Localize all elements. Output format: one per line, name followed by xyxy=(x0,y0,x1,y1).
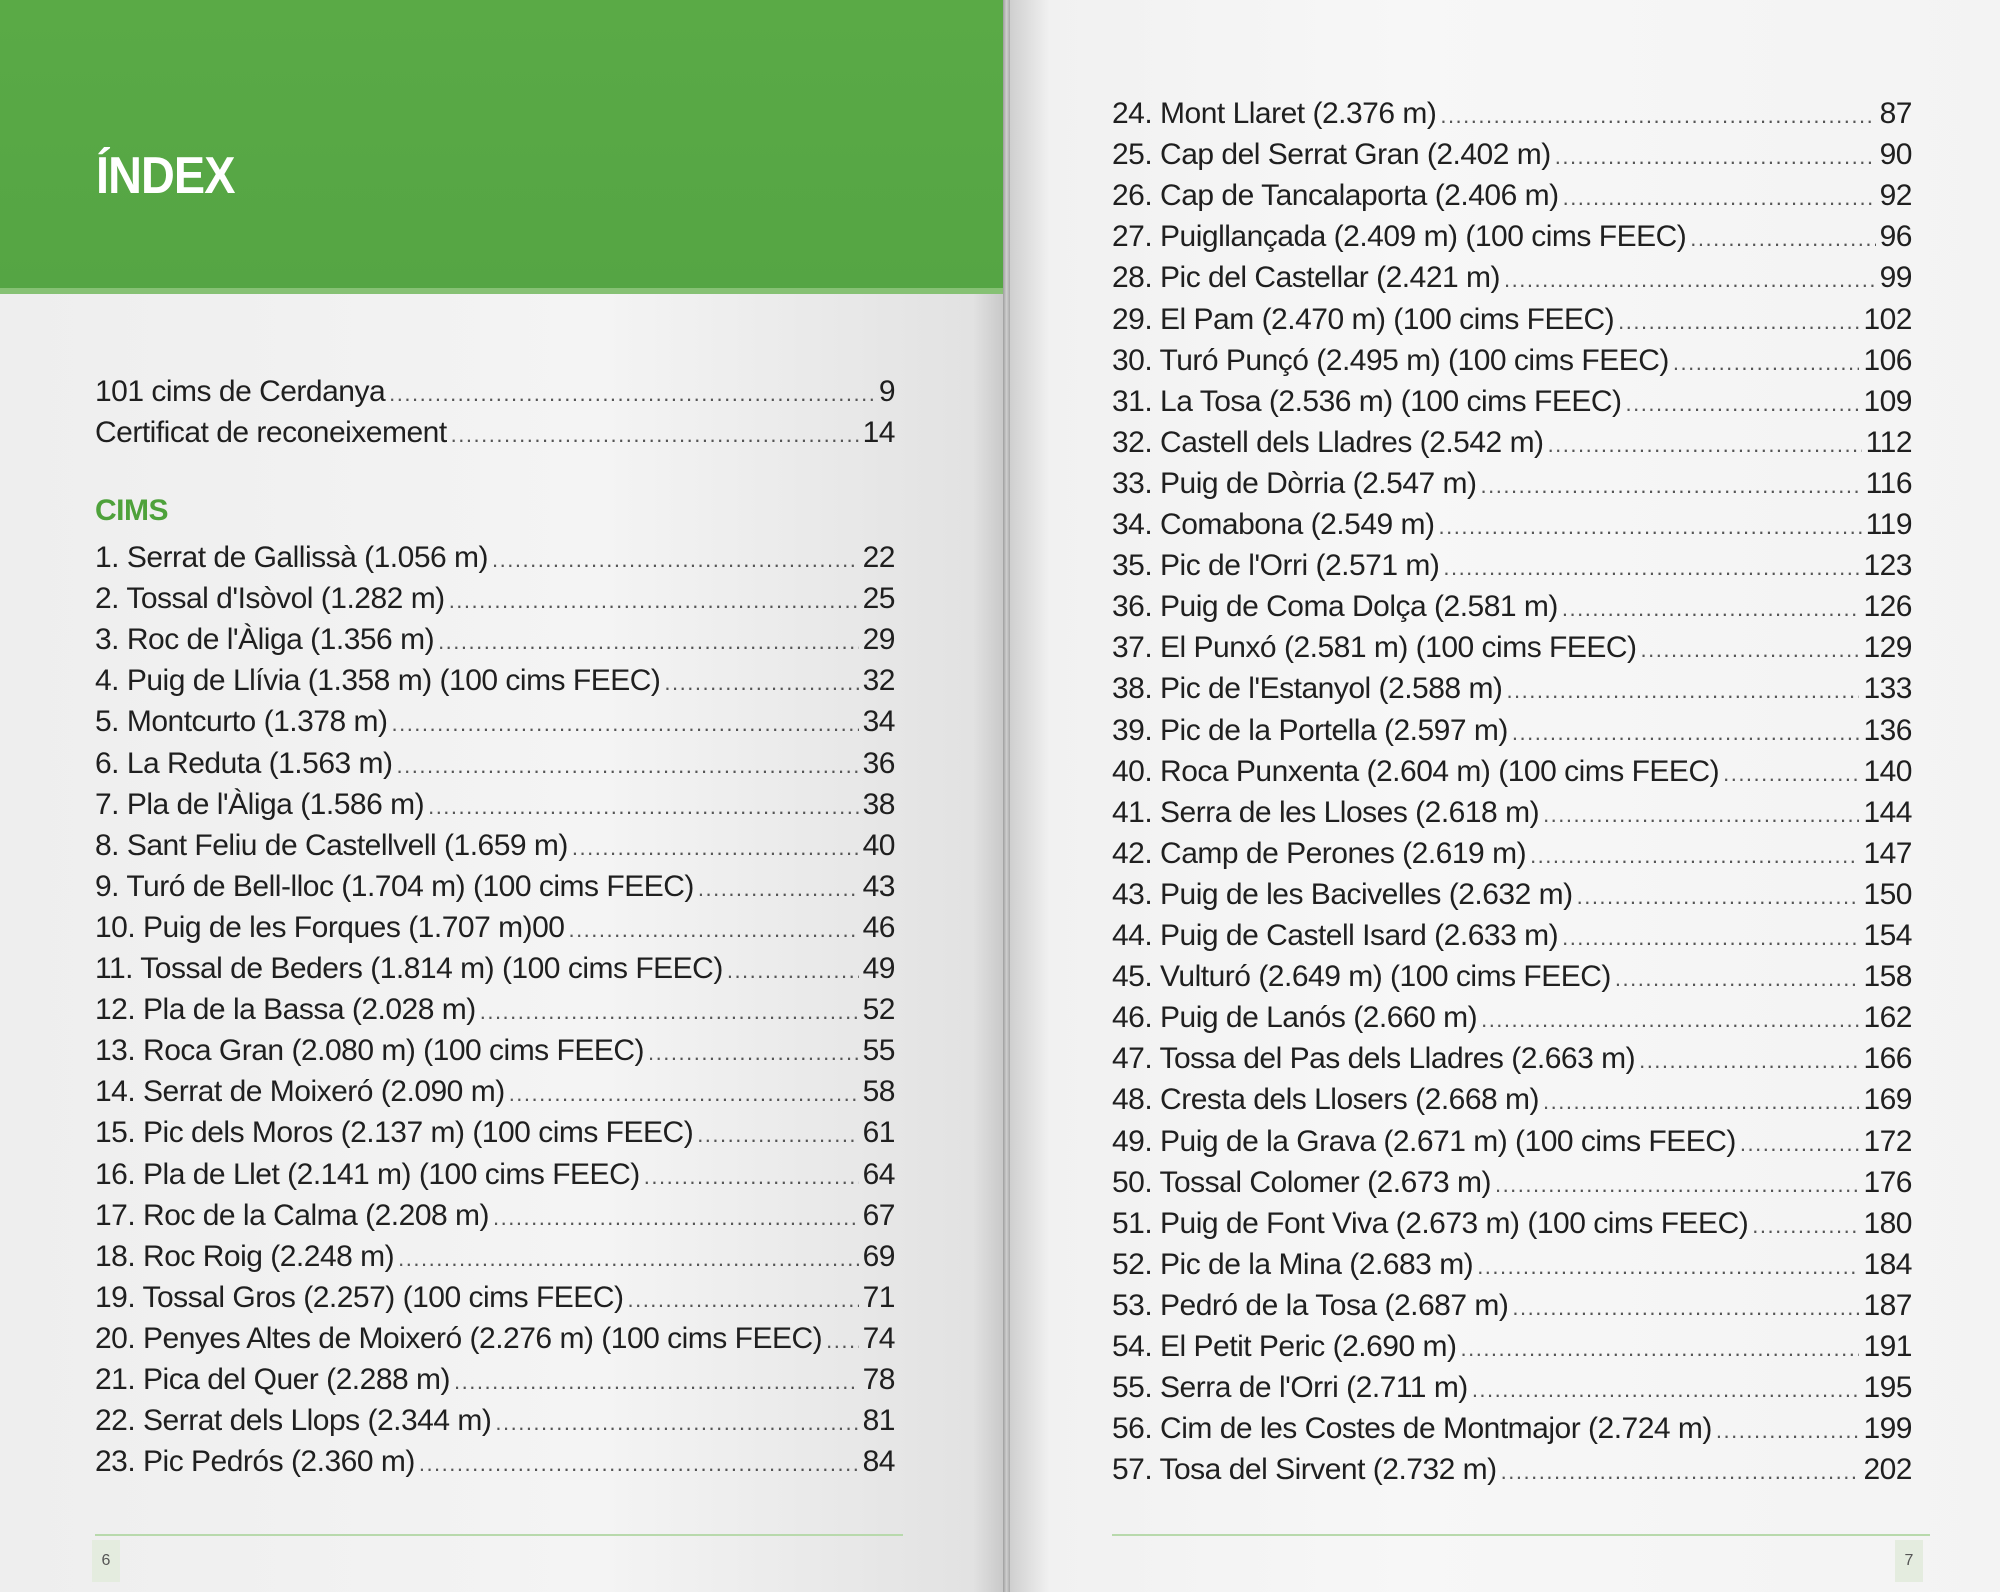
entry-page: 176 xyxy=(1863,1165,1912,1199)
entry-page: 29 xyxy=(862,623,895,657)
page-number: 7 xyxy=(1895,1540,1923,1582)
dot-leader xyxy=(1506,670,1859,711)
entry-page: 154 xyxy=(1863,919,1912,952)
entry-page: 199 xyxy=(1863,1412,1912,1446)
dot-leader xyxy=(1477,1246,1859,1287)
toc-entry[interactable] xyxy=(1112,1449,1912,1490)
entry-label: 52. Pic de la Mina (2.683 m) xyxy=(1112,1247,1474,1281)
toc-entry[interactable] xyxy=(1112,422,1912,463)
entry-label: 12. Pla de la Bassa (2.028 m) xyxy=(95,993,476,1027)
entry-page: 74 xyxy=(862,1321,895,1355)
entry-page: 58 xyxy=(862,1075,895,1109)
entry-page: 38 xyxy=(862,787,895,821)
toc-entry[interactable] xyxy=(1112,792,1912,833)
toc-entry[interactable] xyxy=(95,1195,895,1236)
toc-entry[interactable] xyxy=(1112,216,1912,257)
entry-page: 191 xyxy=(1863,1330,1912,1363)
entry-label: 39. Pic de la Portella (2.597 m) xyxy=(1112,713,1508,747)
toc-entry[interactable] xyxy=(95,1441,895,1482)
dot-leader xyxy=(697,1114,858,1155)
dot-leader xyxy=(451,414,859,455)
entry-label: 3. Roc de l'Àliga (1.356 m) xyxy=(95,623,435,657)
entry-label: 45. Vulturó (2.649 m) (100 cims FEEC) xyxy=(1112,960,1611,994)
entry-page: 92 xyxy=(1879,179,1912,213)
toc-entry[interactable] xyxy=(95,660,895,701)
dot-leader xyxy=(1563,177,1876,218)
entry-page: 43 xyxy=(862,869,895,903)
entry-page: 136 xyxy=(1863,713,1912,747)
dot-leader xyxy=(1481,465,1862,506)
entry-label: 56. Cim de les Costes de Montmajor (2.724 m) xyxy=(1112,1412,1712,1446)
toc-entry[interactable] xyxy=(1112,710,1912,751)
dot-leader xyxy=(1562,588,1860,629)
entry-page: 99 xyxy=(1879,261,1912,295)
dot-leader xyxy=(454,1361,859,1402)
entry-label: 33. Puig de Dòrria (2.547 m) xyxy=(1112,466,1477,500)
header-band xyxy=(0,0,1003,294)
toc-entry[interactable] xyxy=(95,1359,895,1400)
toc-entry[interactable] xyxy=(1112,1244,1912,1285)
page-number: 6 xyxy=(92,1540,120,1582)
dot-leader xyxy=(1548,424,1862,465)
entry-page: 202 xyxy=(1863,1453,1912,1487)
dot-leader xyxy=(1577,876,1860,917)
toc-entry[interactable] xyxy=(1112,874,1912,915)
dot-leader xyxy=(492,539,859,580)
dot-leader xyxy=(1723,753,1859,794)
entry-page: 109 xyxy=(1863,384,1912,418)
entry-label: 15. Pic dels Moros (2.137 m) (100 cims FEEC) xyxy=(95,1116,694,1150)
toc-entry[interactable] xyxy=(1112,1408,1912,1449)
dot-leader xyxy=(1543,1081,1859,1122)
entry-label: 17. Roc de la Calma (2.208 m) xyxy=(95,1198,490,1232)
entry-page: 187 xyxy=(1863,1288,1912,1322)
toc-entry[interactable] xyxy=(1112,751,1912,792)
entry-label: 27. Puigllançada (2.409 m) (100 cims FEEC) xyxy=(1112,220,1687,254)
entry-label: 7. Pla de l'Àliga (1.586 m) xyxy=(95,787,425,821)
toc-entry[interactable] xyxy=(1112,257,1912,298)
entry-page: 140 xyxy=(1863,754,1912,788)
entry-label: 13. Roca Gran (2.080 m) (100 cims FEEC) xyxy=(95,1034,645,1068)
toc-entry[interactable] xyxy=(95,1154,895,1195)
toc-entry[interactable] xyxy=(95,1277,895,1318)
toc-entry[interactable] xyxy=(95,1318,895,1359)
entry-page: 147 xyxy=(1863,836,1912,870)
entry-label: 23. Pic Pedrós (2.360 m) xyxy=(95,1445,415,1479)
entry-label: 50. Tossal Colomer (2.673 m) xyxy=(1112,1165,1491,1199)
toc-entry[interactable] xyxy=(1112,915,1912,956)
dot-leader xyxy=(1460,1328,1859,1369)
entry-label: 37. El Punxó (2.581 m) (100 cims FEEC) xyxy=(1112,631,1637,665)
entry-page: 36 xyxy=(862,746,895,780)
entry-page: 144 xyxy=(1863,795,1912,829)
dot-leader xyxy=(428,786,859,827)
toc-entry[interactable] xyxy=(95,1112,895,1153)
entry-page: 90 xyxy=(1879,138,1912,172)
dot-leader xyxy=(1530,835,1859,876)
entry-page: 14 xyxy=(862,416,895,449)
toc-entry[interactable] xyxy=(1112,1326,1912,1367)
entry-page: 84 xyxy=(862,1445,895,1479)
entry-label: 10. Puig de les Forques (1.707 m)00 xyxy=(95,910,565,944)
entry-label: 40. Roca Punxenta (2.604 m) (100 cims FEEC) xyxy=(1112,754,1720,788)
toc-entry[interactable] xyxy=(1112,93,1912,134)
toc-entry[interactable] xyxy=(1112,1038,1912,1079)
toc-entry[interactable] xyxy=(1112,134,1912,175)
toc-entry[interactable] xyxy=(95,701,895,742)
toc-entry[interactable] xyxy=(1112,381,1912,422)
entry-label: 31. La Tosa (2.536 m) (100 cims FEEC) xyxy=(1112,384,1622,418)
book-gutter xyxy=(1003,0,1010,1592)
dot-leader xyxy=(572,827,859,868)
entry-page: 102 xyxy=(1863,302,1912,336)
dot-leader xyxy=(627,1279,858,1320)
toc-entry[interactable] xyxy=(1112,586,1912,627)
entry-page: 61 xyxy=(862,1116,895,1150)
entry-page: 40 xyxy=(862,828,895,862)
entry-page: 64 xyxy=(862,1157,895,1191)
entry-label: 9. Turó de Bell-lloc (1.704 m) (100 cims FEEC) xyxy=(95,869,694,903)
dot-leader xyxy=(509,1073,859,1114)
footer-rule xyxy=(95,1534,903,1536)
entry-label: 41. Serra de les Lloses (2.618 m) xyxy=(1112,795,1540,829)
toc-entry[interactable] xyxy=(95,1236,895,1277)
dot-leader xyxy=(664,662,858,703)
toc-entry[interactable] xyxy=(1112,299,1912,340)
dot-leader xyxy=(1626,383,1860,424)
entry-page: 69 xyxy=(862,1239,895,1273)
dot-leader xyxy=(419,1443,859,1484)
dot-leader xyxy=(1512,1287,1859,1328)
entry-label: 19. Tossal Gros (2.257) (100 cims FEEC) xyxy=(95,1280,624,1314)
toc-entry[interactable] xyxy=(1112,1367,1912,1408)
entry-label: 20. Penyes Altes de Moixeró (2.276 m) (100 cims FEEC) xyxy=(95,1321,823,1355)
entry-label: 5. Montcurto (1.378 m) xyxy=(95,705,388,739)
dot-leader xyxy=(644,1156,859,1197)
dot-leader xyxy=(568,909,858,950)
index-title: ÍNDEX xyxy=(96,147,235,205)
toc-entry[interactable] xyxy=(1112,463,1912,504)
dot-leader xyxy=(1543,794,1859,835)
dot-leader xyxy=(480,991,859,1032)
entry-page: 180 xyxy=(1863,1206,1912,1240)
entry-label: 36. Puig de Coma Dolça (2.581 m) xyxy=(1112,590,1558,624)
entry-label: 22. Serrat dels Llops (2.344 m) xyxy=(95,1404,492,1438)
toc-entry[interactable] xyxy=(95,619,895,660)
dot-leader xyxy=(1555,136,1876,177)
entry-label: 18. Roc Roig (2.248 m) xyxy=(95,1239,395,1273)
toc-entry[interactable] xyxy=(95,825,895,866)
toc-entry[interactable] xyxy=(1112,997,1912,1038)
entry-label: 6. La Reduta (1.563 m) xyxy=(95,746,393,780)
toc-entry[interactable] xyxy=(1112,1203,1912,1244)
entry-page: 158 xyxy=(1863,960,1912,994)
entry-page: 55 xyxy=(862,1034,895,1068)
entry-page: 184 xyxy=(1863,1247,1912,1281)
dot-leader xyxy=(1615,958,1860,999)
dot-leader xyxy=(1562,917,1859,958)
entry-page: 32 xyxy=(862,664,895,698)
toc-entry[interactable] xyxy=(1112,1162,1912,1203)
entry-page: 123 xyxy=(1863,549,1912,583)
dot-leader xyxy=(1501,1451,1860,1492)
entry-label: 46. Puig de Lanós (2.660 m) xyxy=(1112,1001,1478,1035)
dot-leader xyxy=(438,621,859,662)
dot-leader xyxy=(1740,1123,1860,1164)
entry-page: 169 xyxy=(1863,1083,1912,1117)
entry-page: 106 xyxy=(1863,343,1912,377)
entry-label: 26. Cap de Tancalaporta (2.406 m) xyxy=(1112,179,1559,213)
entry-page: 133 xyxy=(1863,672,1912,706)
toc-entry[interactable] xyxy=(1112,175,1912,216)
entry-label: 38. Pic de l'Estanyol (2.588 m) xyxy=(1112,672,1503,706)
entry-label: 2. Tossal d'Isòvol (1.282 m) xyxy=(95,582,445,616)
entry-label: 43. Puig de les Bacivelles (2.632 m) xyxy=(1112,877,1573,911)
entry-label: 16. Pla de Llet (2.141 m) (100 cims FEEC) xyxy=(95,1157,640,1191)
entry-page: 162 xyxy=(1863,1001,1912,1035)
entry-label: 55. Serra de l'Orri (2.711 m) xyxy=(1112,1371,1468,1405)
dot-leader xyxy=(1512,712,1860,753)
entry-page: 9 xyxy=(878,375,895,408)
toc-entry[interactable] xyxy=(95,578,895,619)
entry-label: 51. Puig de Font Viva (2.673 m) (100 cims FEEC) xyxy=(1112,1206,1749,1240)
entry-page: 25 xyxy=(862,582,895,616)
entry-page: 129 xyxy=(1863,631,1912,665)
toc-entry[interactable] xyxy=(1112,627,1912,668)
entry-label: 34. Comabona (2.549 m) xyxy=(1112,508,1435,541)
entry-label: 47. Tossa del Pas dels Lladres (2.663 m) xyxy=(1112,1042,1636,1076)
toc-entry[interactable] xyxy=(95,537,895,578)
toc-entry[interactable] xyxy=(95,1030,895,1071)
toc-entry[interactable] xyxy=(1112,1079,1912,1120)
toc-entry[interactable] xyxy=(95,1071,895,1112)
entry-label: 14. Serrat de Moixeró (2.090 m) xyxy=(95,1075,505,1109)
entry-page: 126 xyxy=(1863,590,1912,624)
entry-page: 172 xyxy=(1863,1124,1912,1158)
entry-label: 24. Mont Llaret (2.376 m) xyxy=(1112,97,1437,130)
dot-leader xyxy=(397,745,859,786)
entry-label: 29. El Pam (2.470 m) (100 cims FEEC) xyxy=(1112,302,1615,336)
toc-entry-intro-2[interactable] xyxy=(95,412,895,453)
entry-label: 44. Puig de Castell Isard (2.633 m) xyxy=(1112,919,1559,952)
dot-leader xyxy=(1443,547,1859,588)
entry-label: 8. Sant Feliu de Castellvell (1.659 m) xyxy=(95,828,568,862)
entry-label: 21. Pica del Quer (2.288 m) xyxy=(95,1363,451,1396)
entry-label: 25. Cap del Serrat Gran (2.402 m) xyxy=(1112,138,1551,172)
entry-page: 49 xyxy=(862,952,895,985)
dot-leader xyxy=(493,1197,859,1238)
entry-page: 87 xyxy=(1879,97,1912,130)
toc-entry[interactable] xyxy=(1112,1285,1912,1326)
entry-page: 195 xyxy=(1863,1371,1912,1405)
section-heading-cims: CIMS xyxy=(95,494,168,527)
toc-entry[interactable] xyxy=(1112,504,1912,545)
entry-label: 35. Pic de l'Orri (2.571 m) xyxy=(1112,549,1440,583)
dot-leader xyxy=(495,1402,858,1443)
entry-label: 1. Serrat de Gallissà (1.056 m) xyxy=(95,541,489,574)
dot-leader xyxy=(389,373,875,414)
entry-page: 52 xyxy=(862,993,895,1027)
dot-leader xyxy=(1752,1205,1859,1246)
toc-entry[interactable] xyxy=(1112,956,1912,997)
entry-page: 81 xyxy=(862,1404,895,1438)
entry-label: 30. Turó Punçó (2.495 m) (100 cims FEEC) xyxy=(1112,343,1669,377)
toc-entry[interactable] xyxy=(1112,833,1912,874)
dot-leader xyxy=(1481,999,1859,1040)
entry-page: 96 xyxy=(1879,220,1912,254)
dot-leader xyxy=(1472,1369,1860,1410)
entry-page: 166 xyxy=(1863,1042,1912,1076)
dot-leader xyxy=(1504,259,1876,300)
entry-label: 53. Pedró de la Tosa (2.687 m) xyxy=(1112,1288,1509,1322)
dot-leader xyxy=(727,950,859,991)
toc-entry[interactable] xyxy=(95,1400,895,1441)
dot-leader xyxy=(1639,1040,1859,1081)
toc-entry-intro-1[interactable] xyxy=(95,371,895,412)
dot-leader xyxy=(698,868,859,909)
toc-entry[interactable] xyxy=(1112,340,1912,381)
dot-leader xyxy=(1439,506,1862,547)
entry-label: Certificat de reconeixement xyxy=(95,416,447,449)
dot-leader xyxy=(1641,629,1860,670)
toc-entry[interactable] xyxy=(95,989,895,1030)
dot-leader xyxy=(1716,1410,1860,1451)
dot-leader xyxy=(1495,1164,1859,1205)
entry-label: 57. Tosa del Sirvent (2.732 m) xyxy=(1112,1453,1497,1487)
dot-leader xyxy=(1618,301,1859,342)
dot-leader xyxy=(648,1032,859,1073)
entry-page: 22 xyxy=(862,541,895,574)
entry-label: 11. Tossal de Beders (1.814 m) (100 cims FEEC) xyxy=(95,952,723,985)
entry-page: 34 xyxy=(862,705,895,739)
dot-leader xyxy=(1440,95,1875,136)
entry-label: 48. Cresta dels Llosers (2.668 m) xyxy=(1112,1083,1540,1117)
entry-page: 119 xyxy=(1865,508,1912,541)
toc-entry[interactable] xyxy=(95,948,895,989)
dot-leader xyxy=(391,703,858,744)
toc-entry[interactable] xyxy=(1112,545,1912,586)
entry-label: 54. El Petit Peric (2.690 m) xyxy=(1112,1330,1457,1363)
dot-leader xyxy=(826,1320,858,1361)
entry-page: 71 xyxy=(862,1280,895,1314)
toc-entry[interactable] xyxy=(95,784,895,825)
entry-page: 150 xyxy=(1863,877,1912,911)
entry-label: 28. Pic del Castellar (2.421 m) xyxy=(1112,261,1501,295)
toc-entry[interactable] xyxy=(1112,1121,1912,1162)
entry-page: 116 xyxy=(1865,466,1912,500)
entry-label: 4. Puig de Llívia (1.358 m) (100 cims FEEC) xyxy=(95,664,661,698)
dot-leader xyxy=(1690,218,1875,259)
entry-page: 112 xyxy=(1865,425,1912,459)
entry-page: 67 xyxy=(862,1198,895,1232)
toc-entry[interactable] xyxy=(1112,668,1912,709)
toc-entry[interactable] xyxy=(95,743,895,784)
entry-label: 49. Puig de la Grava (2.671 m) (100 cims FEEC) xyxy=(1112,1124,1736,1158)
entry-label: 42. Camp de Perones (2.619 m) xyxy=(1112,836,1527,870)
toc-entry[interactable] xyxy=(95,907,895,948)
toc-entry[interactable] xyxy=(95,866,895,907)
dot-leader xyxy=(1673,342,1860,383)
entry-label: 32. Castell dels Lladres (2.542 m) xyxy=(1112,425,1544,459)
dot-leader xyxy=(449,580,859,621)
entry-page: 46 xyxy=(862,910,895,944)
entry-label: 101 cims de Cerdanya xyxy=(95,375,386,408)
dot-leader xyxy=(398,1238,858,1279)
footer-rule xyxy=(1112,1534,1930,1536)
entry-page: 78 xyxy=(862,1363,895,1396)
right-page xyxy=(1010,0,2000,1592)
